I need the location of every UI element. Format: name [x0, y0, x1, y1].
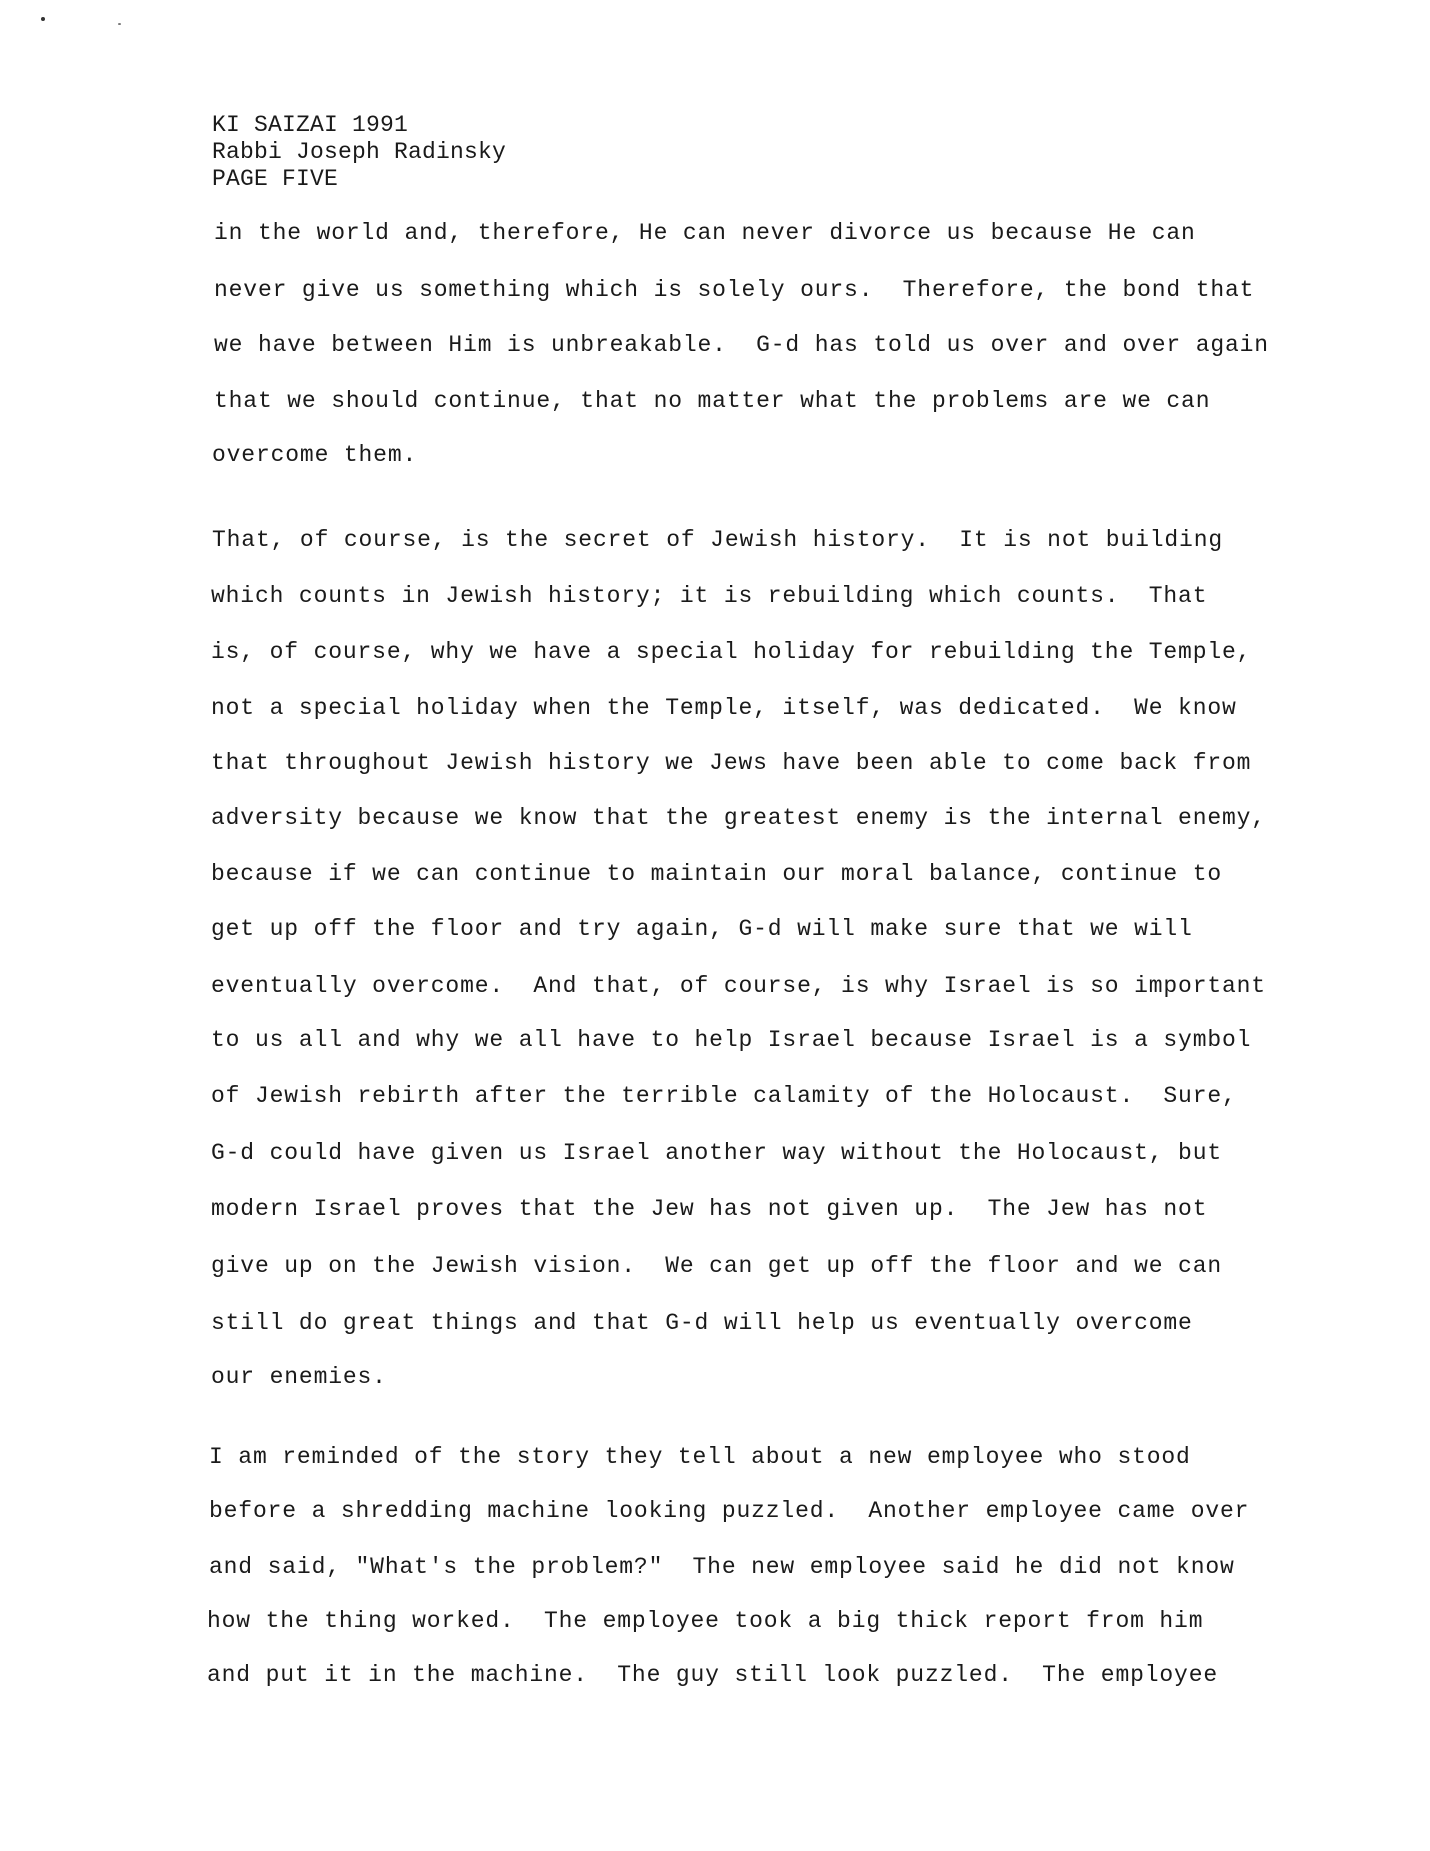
text-line: is, of course, why we have a special holiday for rebuilding the Temple, [211, 639, 1252, 665]
text-line: G-d could have given us Israel another way without the Holocaust, but [211, 1140, 1223, 1166]
text-line: That, of course, is the secret of Jewish history. It is not building [212, 527, 1224, 553]
author-line: Rabbi Joseph Radinsky [212, 139, 507, 165]
text-line: in the world and, therefore, He can never divorce us because He can [214, 220, 1196, 246]
text-line: we have between Him is unbreakable. G-d has told us over and over again [214, 332, 1269, 358]
text-line: of Jewish rebirth after the terrible calamity of the Holocaust. Sure, [211, 1083, 1237, 1109]
text-line: give up on the Jewish vision. We can get up off the floor and we can [211, 1253, 1223, 1279]
text-line: before a shredding machine looking puzzled. Another employee came over [209, 1498, 1250, 1524]
page-header [212, 112, 506, 193]
text-line: and put it in the machine. The guy still look puzzled. The employee [207, 1662, 1219, 1688]
text-line: that we should continue, that no matter what the problems are we can [214, 388, 1211, 414]
text-line: I am reminded of the story they tell about a new employee who stood [209, 1444, 1191, 1470]
text-line: to us all and why we all have to help Israel because Israel is a symbol [211, 1027, 1252, 1053]
text-line: overcome them. [212, 442, 418, 468]
text-line: get up off the floor and try again, G-d will make sure that we will [211, 916, 1193, 942]
text-line: modern Israel proves that the Jew has not given up. The Jew has not [211, 1196, 1208, 1222]
text-line: eventually overcome. And that, of course, is why Israel is so important [211, 973, 1266, 999]
text-line: that throughout Jewish history we Jews have been able to come back from [211, 750, 1252, 776]
text-line: how the thing worked. The employee took a big thick report from him [207, 1608, 1204, 1634]
scan-speck [118, 23, 121, 25]
text-line: our enemies. [211, 1364, 387, 1390]
page-label: PAGE FIVE [212, 166, 339, 192]
text-line: still do great things and that G-d will help us eventually overcome [211, 1310, 1193, 1336]
text-line: which counts in Jewish history; it is rebuilding which counts. That [211, 583, 1208, 609]
text-line: never give us something which is solely ours. Therefore, the bond that [214, 277, 1255, 303]
text-line: not a special holiday when the Temple, itself, was dedicated. We know [211, 695, 1237, 721]
text-line: adversity because we know that the greatest enemy is the internal enemy, [211, 805, 1266, 831]
document-title: KI SAIZAI 1991 [212, 112, 409, 138]
text-line: and said, "What's the problem?" The new employee said he did not know [209, 1554, 1235, 1580]
text-line: because if we can continue to maintain our moral balance, continue to [211, 861, 1223, 887]
scan-speck [41, 17, 45, 21]
